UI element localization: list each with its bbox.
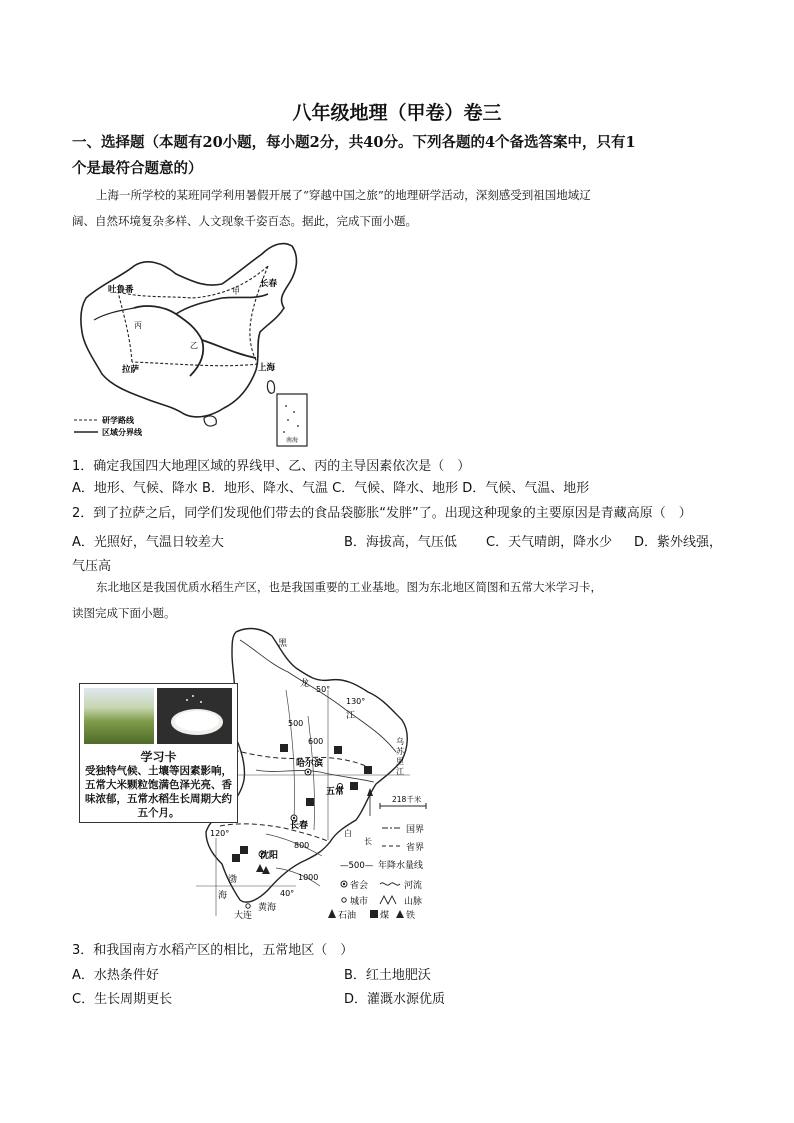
question-2-option-c: C．天气晴朗，降水少 bbox=[486, 535, 613, 550]
yi-label: 乙 bbox=[190, 341, 198, 350]
shenyang-label: 沈阳 bbox=[260, 851, 279, 861]
question-2-stem: 2．到了拉萨之后，同学们发现他们带去的食品袋膨胀“发胖”了。出现这种现象的主要原因是青藏高原（ ） bbox=[72, 506, 692, 521]
lat-40-label: 40° bbox=[280, 889, 295, 898]
hainan-island bbox=[204, 416, 216, 426]
legend-oil: 石油 bbox=[338, 911, 357, 921]
lon-120-label: 120° bbox=[210, 829, 230, 838]
legend-mountain: 山脉 bbox=[404, 897, 423, 907]
legend-river: 河流 bbox=[404, 881, 423, 891]
question-2-option-a: A．光照好，气温日较差大 bbox=[72, 535, 224, 550]
wusuli-label-3: 里 bbox=[396, 757, 404, 766]
question-2-option-b: B．海拔高，气压低 bbox=[344, 535, 457, 550]
passage-1-line1: 上海一所学校的某班同学利用暑假开展了“穿越中国之旅”的地理研学活动，深刻感受到祖国地域辽 bbox=[96, 188, 591, 202]
coal-symbol bbox=[240, 846, 248, 854]
question-3-option-c: C．生长周期更长 bbox=[72, 992, 173, 1007]
songhua-river bbox=[256, 770, 374, 782]
bohai-label-1: 渤 bbox=[228, 875, 238, 885]
question-3-option-b: B．红土地肥沃 bbox=[344, 968, 431, 983]
south-sea-label: 南海 bbox=[286, 437, 299, 444]
passage-2 bbox=[72, 574, 732, 626]
wusuli-label-2: 苏 bbox=[396, 747, 404, 756]
inner-boundary-4 bbox=[94, 308, 134, 320]
yellow-sea-label: 黄海 bbox=[258, 903, 277, 913]
question-3-option-d: D．灌溉水源优质 bbox=[344, 992, 446, 1007]
page-title: 八年级地理（甲卷）卷三 bbox=[292, 102, 502, 124]
legend-route: 研学路线 bbox=[102, 416, 134, 425]
inner-boundary-3 bbox=[202, 340, 256, 358]
oil-symbol bbox=[256, 864, 264, 872]
legend-capital: 省会 bbox=[350, 881, 369, 891]
jiang-label: 江 bbox=[346, 711, 356, 721]
shanghai-label: 上海 bbox=[258, 363, 276, 373]
jia-label: 甲 bbox=[232, 287, 240, 296]
passage-2-line1: 东北地区是我国优质水稻生产区，也是我国重要的工业基地。图为东北地区简图和五常大米学习卡， bbox=[96, 580, 602, 594]
passage-2-line2: 读图完成下面小题。 bbox=[72, 606, 176, 620]
legend-rain-prefix: —500— bbox=[340, 861, 374, 871]
lat-50-label: 50° bbox=[316, 685, 331, 694]
coal-symbol bbox=[364, 766, 372, 774]
study-card bbox=[79, 683, 238, 823]
china-outline bbox=[81, 244, 297, 417]
bing-label: 丙 bbox=[134, 321, 142, 330]
study-card-text: 受独特气候、土壤等因素影响，五常大米颗粒饱满色泽光亮、香味浓郁，五常水稻生长周期大约五个月。 bbox=[85, 765, 232, 819]
wusuli-label-4: 江 bbox=[396, 767, 404, 776]
changchun-label: 长春 bbox=[260, 279, 278, 289]
coal-symbol bbox=[306, 798, 314, 806]
study-card-title: 学习卡 bbox=[140, 750, 177, 764]
province-border-2 bbox=[220, 824, 330, 842]
long-label: 龙 bbox=[300, 679, 310, 689]
legend-coal: 煤 bbox=[380, 911, 390, 921]
wuchang-label: 五常 bbox=[326, 787, 345, 797]
lon-130-label: 130° bbox=[346, 697, 366, 706]
scale-label: 218千米 bbox=[392, 795, 422, 804]
rice-field-image bbox=[84, 688, 154, 744]
question-3-stem: 3．和我国南方水稻产区的相比，五常地区（ ） bbox=[72, 943, 354, 958]
chang-label: 长 bbox=[364, 837, 372, 846]
coal-symbol bbox=[334, 746, 342, 754]
question-1-options: A．地形、气候、降水 B．地形、降水、气温 C．气候、降水、地形 D．气候、气温、地形 bbox=[72, 481, 590, 496]
bai-label: 白 bbox=[344, 829, 352, 838]
section-heading bbox=[72, 130, 732, 182]
bohai-label-2: 海 bbox=[218, 891, 228, 901]
harbin-label: 哈尔滨 bbox=[296, 759, 324, 769]
iso-1000-label: 1000 bbox=[298, 873, 319, 882]
china-route-map bbox=[72, 236, 312, 448]
isoline-500 bbox=[286, 690, 295, 820]
hei-label: 黑 bbox=[278, 639, 288, 649]
section-heading-line1: 一、选择题（本题有20小题，每小题2分，共40分。下列各题的4个备选答案中，只有1 bbox=[72, 134, 636, 151]
question-2-option-d-continued: 气压高 bbox=[72, 559, 112, 574]
coal-symbol bbox=[232, 854, 240, 862]
legend-border: 国界 bbox=[406, 825, 425, 835]
legend-boundary: 区域分界线 bbox=[102, 428, 142, 437]
legend-rainline: 年降水量线 bbox=[378, 861, 424, 871]
question-1-stem: 1．确定我国四大地理区域的界线甲、乙、丙的主导因素依次是（ ） bbox=[72, 459, 471, 474]
rice-bowl-image bbox=[157, 688, 232, 744]
heilongjiang-river bbox=[240, 640, 396, 752]
iso-600-label: 600 bbox=[308, 737, 324, 746]
lhasa-label: 拉萨 bbox=[122, 365, 140, 375]
passage-1-line2: 阔、自然环境复杂多样、人文现象千姿百态。据此，完成下面小题。 bbox=[72, 214, 417, 228]
passage-1 bbox=[72, 182, 732, 234]
question-3-option-a: A．水热条件好 bbox=[72, 968, 159, 983]
question-1 bbox=[72, 456, 589, 500]
taiwan-island bbox=[267, 381, 274, 394]
coal-symbol bbox=[350, 782, 358, 790]
legend-iron: 铁 bbox=[406, 911, 416, 921]
dalian-label: 大连 bbox=[234, 911, 253, 921]
iso-500-label: 500 bbox=[288, 719, 304, 728]
section-heading-line2: 个是最符合题意的） bbox=[72, 160, 203, 177]
iso-800-label: 800 bbox=[294, 841, 310, 850]
iron-symbol bbox=[262, 866, 270, 874]
turpan-label: 吐鲁番 bbox=[108, 285, 134, 295]
changchun-label: 长春 bbox=[290, 821, 309, 831]
question-2-option-d: D．紫外线强， bbox=[634, 535, 723, 550]
wusuli-label-1: 乌 bbox=[396, 737, 404, 746]
legend-province: 省界 bbox=[406, 843, 425, 853]
legend-city: 城市 bbox=[350, 897, 369, 907]
